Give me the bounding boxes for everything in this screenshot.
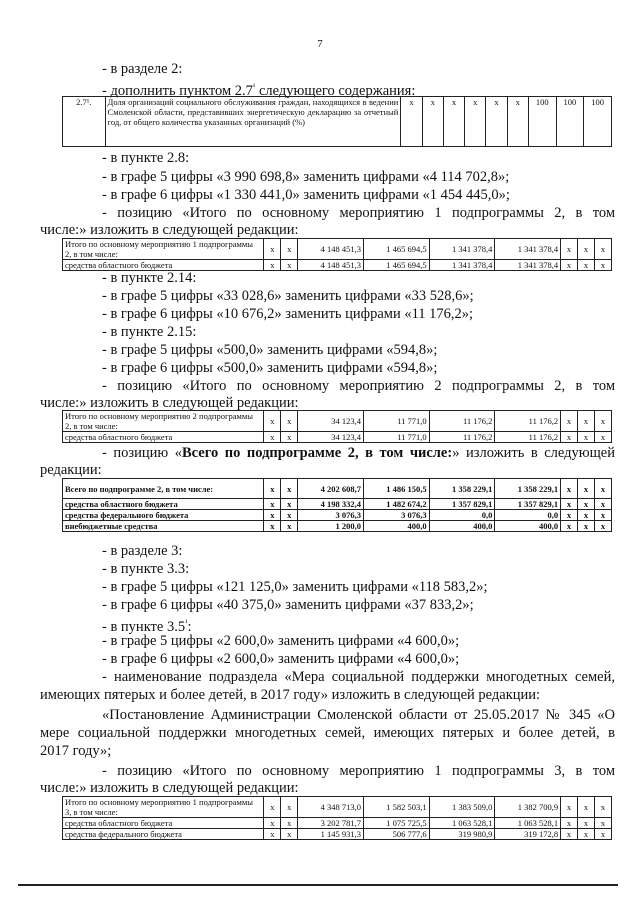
page-number: 7	[317, 38, 323, 50]
table-cell: х	[507, 97, 528, 147]
table-cell: х	[264, 797, 281, 818]
table-cell: 3 076,3	[298, 510, 364, 521]
table-cell: 3 202 781,7	[298, 818, 364, 829]
text-line: - позицию «Итого по основному мероприятию 1 подпрограммы 2, в том	[102, 205, 615, 221]
table-cell: 1 200,0	[298, 521, 364, 532]
table-row	[63, 818, 612, 829]
table-cell: х	[578, 411, 595, 432]
table-cell: 1 358 229,1	[429, 479, 495, 499]
row-label: Всего по подпрограмме 2, в том числе:	[63, 479, 264, 499]
table-cell: 1 486 150,5	[363, 479, 429, 499]
table-cell: 1 341 378,4	[495, 260, 561, 271]
text-line: - в графе 5 цифры «33 028,6» заменить цифрами «33 528,6»;	[102, 288, 474, 304]
table-cell: 1 383 509,0	[429, 797, 495, 818]
text-line: - в графе 6 цифры «40 375,0» заменить цифрами «37 833,2»;	[102, 597, 474, 613]
table-cell: х	[578, 818, 595, 829]
table-cell: 1 382 700,9	[495, 797, 561, 818]
table-cell: х	[561, 479, 578, 499]
row-label: средства областного бюджета	[63, 432, 264, 443]
table-cell: 11 176,2	[429, 432, 495, 443]
text-line: - в графе 5 цифры «2 600,0» заменить цифрами «4 600,0»;	[102, 633, 460, 649]
table-cell: х	[578, 260, 595, 271]
text-line: «Постановление Администрации Смоленской области от 25.05.2017 № 345 «О	[102, 707, 615, 723]
table-cell: 400,0	[495, 521, 561, 532]
table-cell: х	[281, 479, 298, 499]
table-cell: 1 357 829,1	[495, 499, 561, 510]
table-row	[63, 829, 612, 840]
table-cell: х	[281, 797, 298, 818]
table-row	[63, 499, 612, 510]
table-cell: х	[561, 499, 578, 510]
table-cell: х	[594, 260, 611, 271]
table-cell: 0,0	[429, 510, 495, 521]
text-line: - в графе 5 цифры «500,0» заменить цифрами «594,8»;	[102, 342, 438, 358]
text-line: - дополнить пунктом $2.7^{^1}$ следующего содержания:	[102, 82, 416, 99]
table-row	[63, 432, 612, 443]
text-line: - в пункте 2.8:	[102, 150, 190, 166]
table-cell: х	[281, 411, 298, 432]
row-label: Итого по основному мероприятию 2 подпрограммы 2, в том числе:	[63, 411, 264, 432]
table-cell: х	[443, 97, 464, 147]
table-totals-1-3	[62, 796, 612, 840]
text-line: 2017 году»;	[40, 743, 112, 759]
table-cell: х	[578, 499, 595, 510]
table-cell: х	[561, 432, 578, 443]
table-cell: х	[594, 521, 611, 532]
table-cell: х	[594, 479, 611, 499]
table-cell: 1 582 503,1	[363, 797, 429, 818]
table-cell: х	[401, 97, 422, 147]
text-line: числе:» изложить в следующей редакции:	[40, 222, 299, 238]
table-cell: х	[561, 239, 578, 260]
table-cell: 3 076,3	[363, 510, 429, 521]
table-cell: 319 172,8	[495, 829, 561, 840]
table-cell: х	[594, 829, 611, 840]
table-cell: х	[594, 432, 611, 443]
table-cell: 4 348 713,0	[298, 797, 364, 818]
table-cell: 11 771,0	[363, 432, 429, 443]
table-cell: 11 771,0	[363, 411, 429, 432]
table-cell: х	[486, 97, 507, 147]
table-cell: х	[561, 521, 578, 532]
table-cell: х	[578, 432, 595, 443]
text-line: - в пункте $3.5^{^1}$:	[102, 618, 192, 635]
table-cell: х	[264, 411, 281, 432]
table-cell: 0,0	[495, 510, 561, 521]
row-label: Итого по основному мероприятию 1 подпрограммы 2, в том числе:	[63, 239, 264, 260]
table-cell: 1 357 829,1	[429, 499, 495, 510]
text-line: - позицию «Итого по основному мероприятию 1 подпрограммы 3, в том	[102, 763, 615, 779]
text-line: числе:» изложить в следующей редакции:	[40, 780, 299, 796]
table-cell: х	[561, 510, 578, 521]
table-cell: х	[561, 829, 578, 840]
table-cell: 1 465 694,5	[363, 260, 429, 271]
table-cell: х	[578, 829, 595, 840]
table-cell: 34 123,4	[298, 432, 364, 443]
table-cell: х	[281, 829, 298, 840]
text-line: - в графе 6 цифры «2 600,0» заменить цифрами «4 600,0»;	[102, 651, 460, 667]
table-cell: х	[281, 510, 298, 521]
table-cell: х	[264, 521, 281, 532]
table-row	[63, 260, 612, 271]
table-cell: 1 075 725,5	[363, 818, 429, 829]
row-label: Итого по основному мероприятию 1 подпрограммы 3, в том числе:	[63, 797, 264, 818]
text-line: - в графе 6 цифры «10 676,2» заменить цифрами «11 176,2»;	[102, 306, 474, 322]
table-cell: 1 063 528,1	[495, 818, 561, 829]
text-line: - в графе 5 цифры «3 990 698,8» заменить цифрами «4 114 702,8»;	[102, 169, 510, 185]
table-cell: 400,0	[363, 521, 429, 532]
text-line: имеющих пятерых и более детей, в 2017 году» изложить в следующей редакции:	[40, 687, 541, 703]
table-cell: х	[594, 239, 611, 260]
table-row	[63, 797, 612, 818]
table-cell: 1 063 528,1	[429, 818, 495, 829]
row-description: Доля организаций социального обслуживания граждан, находящихся в ведении Смоленской области, представивших энергетическую декларацию за отчетный год, от общего количества указанных организаций (%)	[105, 97, 401, 147]
table-cell: х	[594, 411, 611, 432]
table-cell: х	[578, 239, 595, 260]
table-cell: 11 176,2	[429, 411, 495, 432]
table-cell: 34 123,4	[298, 411, 364, 432]
row-label: средства областного бюджета	[63, 818, 264, 829]
text-line: - позицию «Итого по основному мероприятию 2 подпрограммы 2, в том	[102, 378, 615, 394]
table-cell: х	[578, 510, 595, 521]
table-cell: 4 148 451,3	[298, 239, 364, 260]
table-cell: х	[264, 499, 281, 510]
table-cell: х	[594, 510, 611, 521]
table-cell: х	[594, 499, 611, 510]
table-cell: х	[465, 97, 486, 147]
text-line: - позицию «Всего по подпрограмме 2, в том числе:» изложить в следующей	[102, 445, 615, 461]
table-cell: 11 176,2	[495, 411, 561, 432]
table-cell: х	[281, 499, 298, 510]
table-cell: 400,0	[429, 521, 495, 532]
table-cell: х	[561, 818, 578, 829]
row-label: внебюджетные средства	[63, 521, 264, 532]
table-cell: х	[578, 521, 595, 532]
table-cell: 1 482 674,2	[363, 499, 429, 510]
table-cell: х	[578, 797, 595, 818]
table-cell: х	[422, 97, 443, 147]
text-line: - наименование подраздела «Мера социальной поддержки многодетных семей,	[102, 669, 615, 685]
table-cell: 1 465 694,5	[363, 239, 429, 260]
table-cell: х	[561, 411, 578, 432]
table-cell: х	[561, 797, 578, 818]
table-cell: 100	[584, 97, 612, 147]
text-line: - в пункте 2.15:	[102, 324, 197, 340]
table-totals-1-2	[62, 238, 612, 271]
table-cell: 4 148 451,3	[298, 260, 364, 271]
table-row	[63, 521, 612, 532]
table-row	[63, 411, 612, 432]
table-cell: х	[264, 239, 281, 260]
table-row	[63, 479, 612, 499]
text-line: - в разделе 3:	[102, 543, 183, 559]
page-bottom-rule	[18, 884, 618, 886]
table-cell: х	[264, 510, 281, 521]
text-line: мере социальной поддержки многодетных семей, имеющих пятерых и более детей, в	[40, 725, 615, 741]
table-cell: 1 341 378,4	[495, 239, 561, 260]
row-label: средства областного бюджета	[63, 260, 264, 271]
row-label: средства федерального бюджета	[63, 829, 264, 840]
text-line: - в графе 6 цифры «500,0» заменить цифрами «594,8»;	[102, 360, 438, 376]
table-cell: х	[281, 260, 298, 271]
text-line: - в графе 6 цифры «1 330 441,0» заменить цифрами «1 454 445,0»;	[102, 187, 510, 203]
table-subprogram-2-total	[62, 478, 612, 532]
table-cell: х	[281, 432, 298, 443]
table-cell: х	[281, 239, 298, 260]
table-cell: х	[264, 432, 281, 443]
table-totals-2-2	[62, 410, 612, 443]
table-row-2-7	[62, 96, 612, 147]
table-cell: х	[578, 479, 595, 499]
table-cell: 319 980,9	[429, 829, 495, 840]
table-cell: 506 777,6	[363, 829, 429, 840]
table-cell: х	[264, 479, 281, 499]
table-cell: 100	[528, 97, 556, 147]
text-line: - в пункте 2.14:	[102, 270, 197, 286]
table-row	[63, 239, 612, 260]
table-row	[63, 510, 612, 521]
text-line: - в графе 5 цифры «121 125,0» заменить цифрами «118 583,2»;	[102, 579, 488, 595]
row-label: средства областного бюджета	[63, 499, 264, 510]
row-number: 2.7¹.	[63, 97, 106, 147]
text-line: - в пункте 3.3:	[102, 561, 190, 577]
table-cell: х	[594, 797, 611, 818]
text-line: редакции:	[40, 462, 102, 478]
table-cell: 4 198 332,4	[298, 499, 364, 510]
table-cell: 100	[556, 97, 584, 147]
table-cell: 1 145 931,3	[298, 829, 364, 840]
table-cell: х	[281, 818, 298, 829]
table-cell: х	[264, 260, 281, 271]
table-cell: 1 358 229,1	[495, 479, 561, 499]
table-cell: х	[594, 818, 611, 829]
text-line: - в разделе 2:	[102, 61, 183, 77]
table-cell: х	[264, 829, 281, 840]
table-cell: 11 176,2	[495, 432, 561, 443]
table-cell: х	[561, 260, 578, 271]
table-cell: х	[281, 521, 298, 532]
table-cell: х	[264, 818, 281, 829]
table-cell: 1 341 378,4	[429, 239, 495, 260]
row-label: средства федерального бюджета	[63, 510, 264, 521]
table-cell: 4 202 608,7	[298, 479, 364, 499]
text-line: числе:» изложить в следующей редакции:	[40, 395, 299, 411]
table-cell: 1 341 378,4	[429, 260, 495, 271]
